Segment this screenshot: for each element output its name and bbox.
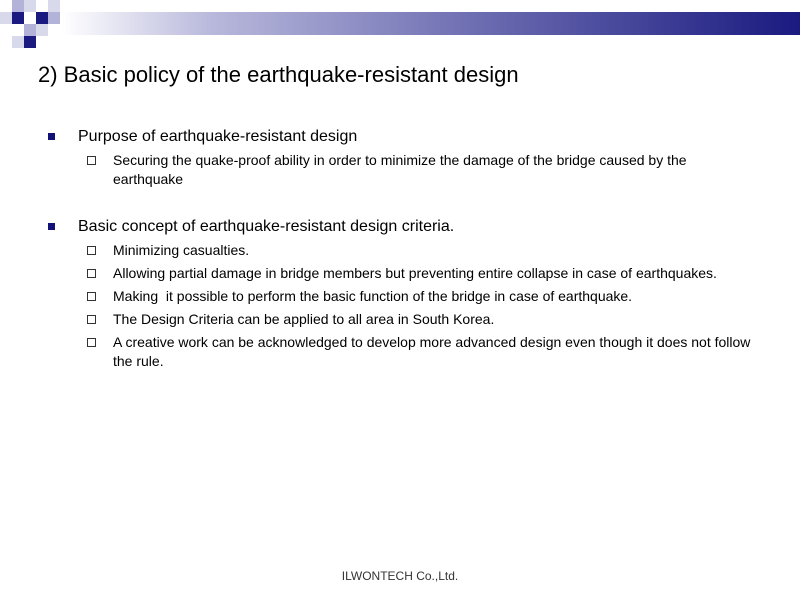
- list-item-text: Allowing partial damage in bridge members but preventing entire collapse in case of earthquakes.: [113, 265, 717, 281]
- decor-square: [12, 12, 24, 24]
- spacer: [0, 193, 800, 217]
- square-bullet-icon: [48, 133, 55, 140]
- decor-square: [24, 24, 36, 36]
- list-item: [0, 310, 800, 329]
- list-item: [0, 264, 800, 283]
- list-item-text: A creative work can be acknowledged to develop more advanced design even though it does not follow the rule.: [113, 334, 751, 369]
- decor-square: [36, 24, 48, 36]
- hollow-square-bullet-icon: [87, 156, 96, 165]
- section-heading: [0, 217, 800, 237]
- title-decoration: [0, 0, 800, 50]
- header-gradient-bar: [62, 12, 800, 35]
- decor-square: [0, 12, 12, 24]
- hollow-square-bullet-icon: [87, 338, 96, 347]
- decor-square: [12, 36, 24, 48]
- decor-square: [24, 36, 36, 48]
- section-heading-text: Basic concept of earthquake-resistant design criteria.: [78, 218, 455, 235]
- list-item: [0, 151, 800, 189]
- list-item-text: Making it possible to perform the basic function of the bridge in case of earthquake.: [113, 288, 633, 304]
- list-item: [0, 287, 800, 306]
- list-item: [0, 241, 800, 260]
- decor-square: [48, 0, 60, 12]
- slide-title: 2) Basic policy of the earthquake-resistant design: [38, 62, 519, 87]
- decor-square: [48, 12, 60, 24]
- list-item-text: The Design Criteria can be applied to all area in South Korea.: [113, 311, 495, 327]
- hollow-square-bullet-icon: [87, 292, 96, 301]
- hollow-square-bullet-icon: [87, 269, 96, 278]
- list-item: [0, 333, 800, 371]
- decor-square: [12, 0, 24, 12]
- section-heading: [0, 127, 800, 147]
- section-heading-text: Purpose of earthquake-resistant design: [78, 128, 358, 145]
- slide-footer: ILWONTECH Co.,Ltd.: [341, 569, 459, 583]
- slide-body: [0, 127, 800, 375]
- hollow-square-bullet-icon: [87, 246, 96, 255]
- list-item-text: Securing the quake-proof ability in order to minimize the damage of the bridge caused by the earthquake: [113, 152, 687, 187]
- decor-square: [24, 0, 36, 12]
- square-bullet-icon: [48, 223, 55, 230]
- hollow-square-bullet-icon: [87, 315, 96, 324]
- list-item-text: Minimizing casualties.: [113, 242, 250, 258]
- decor-square: [36, 12, 48, 24]
